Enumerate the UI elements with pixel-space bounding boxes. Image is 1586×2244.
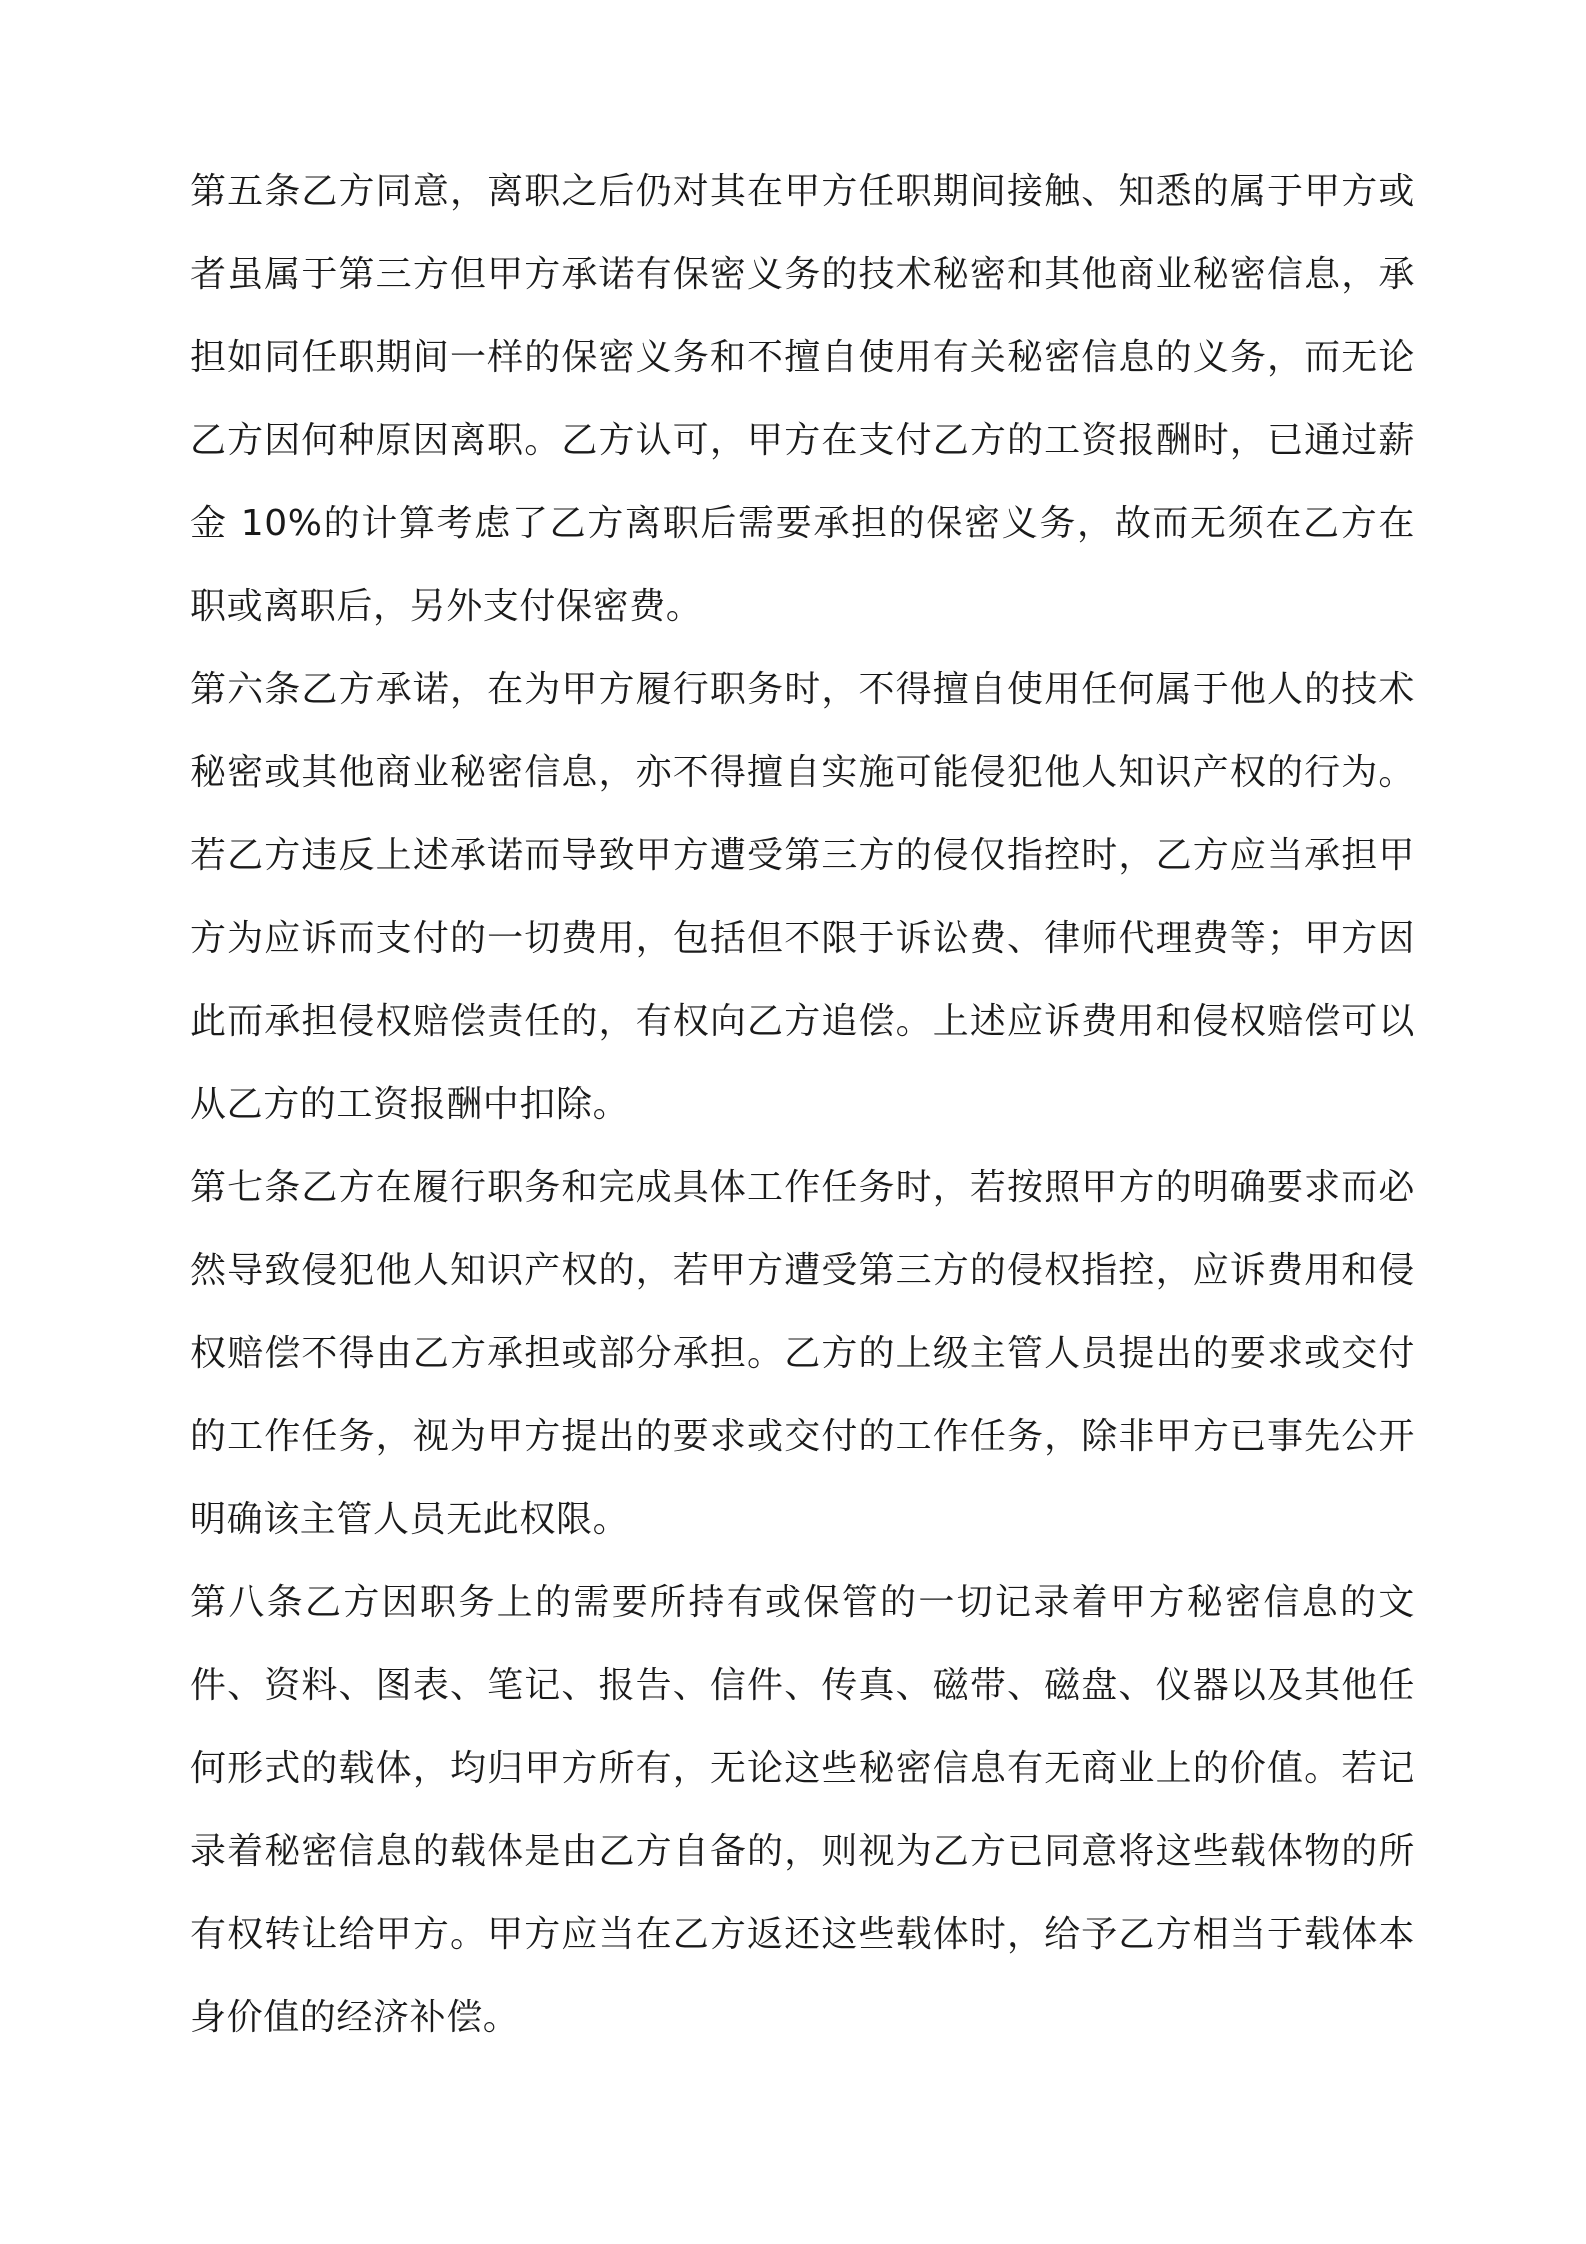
article-6: 第六条乙方承诺，在为甲方履行职务时，不得擅自使用任何属于他人的技术秘密或其他商业秘密信息，亦不得擅自实施可能侵犯他人知识产权的行为。若乙方违反上述承诺而导致甲方遭受第三方的侵仅指控时，乙方应当承担甲方为应诉而支付的一切费用，包括但不限于诉讼费、律师代理费等；甲方因此而承担侵权赔偿责任的，有权向乙方追偿。上述应诉费用和侵权赔偿可以从乙方的工资报酬中扣除。 <box>190 669 1415 1125</box>
article-8: 第八条乙方因职务上的需要所持有或保管的一切记录着甲方秘密信息的文件、资料、图表、笔记、报告、信件、传真、磁带、磁盘、仪器以及其他任何形式的载体，均归甲方所有，无论这些秘密信息有无商业上的价值。若记录着秘密信息的载体是由乙方自备的，则视为乙方已同意将这些载体物的所有权转让给甲方。甲方应当在乙方返还这些载体时，给予乙方相当于载体本身价值的经济补偿。 <box>190 1582 1415 2038</box>
article-7: 第七条乙方在履行职务和完成具体工作任务时，若按照甲方的明确要求而必然导致侵犯他人知识产权的，若甲方遭受第三方的侵权指控，应诉费用和侵权赔偿不得由乙方承担或部分承担。乙方的上级主管人员提出的要求或交付的工作任务，视为甲方提出的要求或交付的工作任务，除非甲方已事先公开明确该主管人员无此权限。 <box>190 1167 1415 1540</box>
document-body <box>190 150 1415 2059</box>
article-5: 第五条乙方同意，离职之后仍对其在甲方任职期间接触、知悉的属于甲方或者虽属于第三方但甲方承诺有保密义务的技术秘密和其他商业秘密信息，承担如同任职期间一样的保密义务和不擅自使用有关秘密信息的义务，而无论乙方因何种原因离职。乙方认可，甲方在支付乙方的工资报酬时，已通过薪金 10%的计算考虑了乙方离职后需要承担的保密义务，故而无须在乙方在职或离职后，另外支付保密费。 <box>190 171 1415 627</box>
